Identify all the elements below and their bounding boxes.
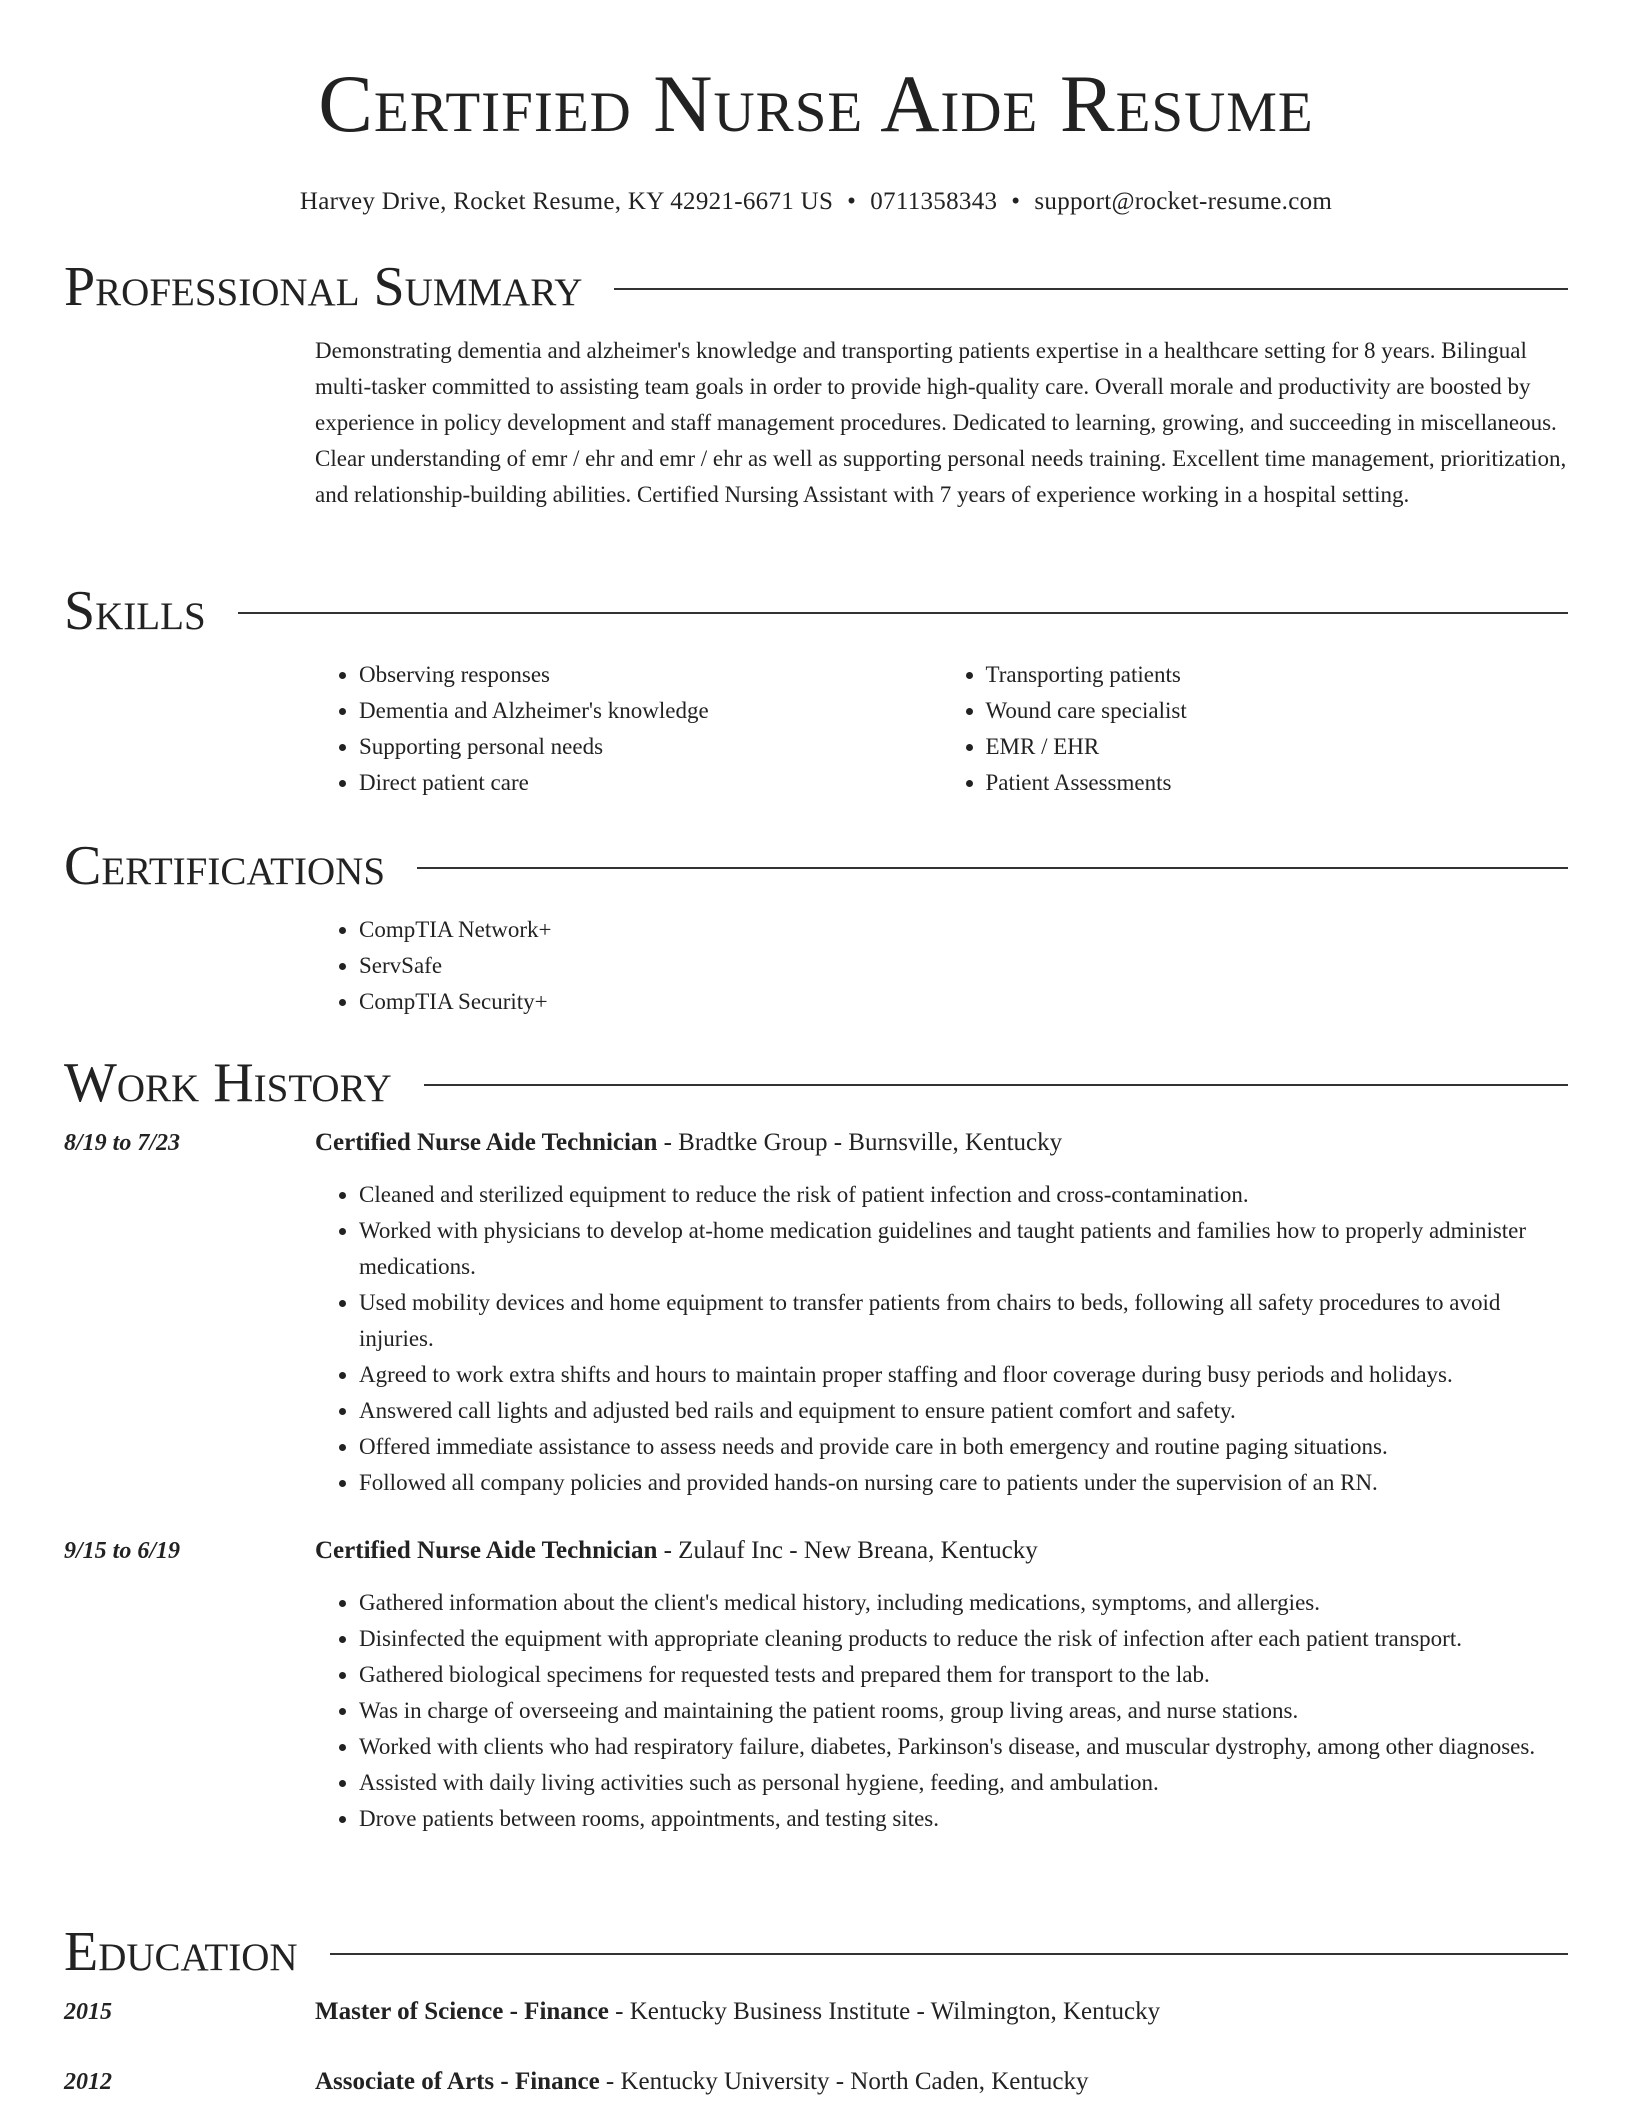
duty-item: • Gathered biological specimens for requested tests and prepared them for transport to the lab.	[359, 1657, 1568, 1693]
duty-item: • Agreed to work extra shifts and hours to maintain proper staffing and floor coverage during busy periods and holidays.	[359, 1357, 1568, 1393]
education-degree: Associate of Arts - Finance	[315, 2068, 600, 2095]
section-divider	[417, 867, 1568, 869]
section-divider	[614, 288, 1568, 290]
skill-item: • Observing responses	[359, 657, 942, 693]
section-divider	[330, 1953, 1568, 1955]
job-details: - Bradtke Group - Burnsville, Kentucky	[657, 1129, 1063, 1156]
duty-item: • Offered immediate assistance to assess needs and provide care in both emergency and routine paging situations.	[359, 1429, 1568, 1465]
job-duties	[315, 1585, 1568, 1837]
contact-address: Harvey Drive, Rocket Resume, KY 42921-6671 US	[299, 188, 834, 215]
job-heading	[315, 1533, 1568, 1569]
education-details: - Kentucky University - North Caden, Kentucky	[599, 2068, 1089, 2095]
certifications-section	[64, 836, 1568, 1020]
job-dates: 9/15 to 6/19	[64, 1538, 181, 1564]
duty-item: • Cleaned and sterilized equipment to reduce the risk of patient infection and cross-contamination.	[359, 1177, 1568, 1213]
section-divider	[238, 612, 1568, 614]
education-heading-line	[315, 1994, 1568, 2030]
education-entry	[64, 2064, 1568, 2100]
duty-item: • Used mobility devices and home equipment to transfer patients from chairs to beds, following all safety procedures to avoid injuries.	[359, 1285, 1568, 1357]
job-details: - Zulauf Inc - New Breana, Kentucky	[657, 1537, 1038, 1564]
certification-item: • CompTIA Network+	[359, 912, 1568, 948]
section-header	[64, 581, 1568, 641]
duty-item: • Answered call lights and adjusted bed rails and equipment to ensure patient comfort and safety.	[359, 1393, 1568, 1429]
job-role: Certified Nurse Aide Technician	[315, 1537, 658, 1564]
duty-item: • Worked with clients who had respiratory failure, diabetes, Parkinson's disease, and muscular dystrophy, among other diagnoses.	[359, 1729, 1568, 1765]
certifications-list	[315, 912, 1568, 1020]
section-header	[64, 257, 1568, 317]
duty-item: • Followed all company policies and provided hands-on nursing care to patients under the supervision of an RN.	[359, 1465, 1568, 1501]
contact-line	[64, 186, 1568, 218]
job-duties	[315, 1177, 1568, 1501]
duty-item: • Was in charge of overseeing and maintaining the patient rooms, group living areas, and nurse stations.	[359, 1693, 1568, 1729]
contact-separator: •	[1011, 188, 1021, 215]
education-heading-line	[315, 2064, 1568, 2100]
skills-heading: Skills	[64, 580, 206, 642]
duty-item: • Disinfected the equipment with appropriate cleaning products to reduce the risk of infection after each patient transport.	[359, 1621, 1568, 1657]
skill-item: • EMR / EHR	[986, 729, 1569, 765]
education-section	[64, 1922, 1568, 2100]
resume-page	[64, 0, 1568, 2095]
certifications-heading: Certifications	[64, 835, 386, 897]
job-role: Certified Nurse Aide Technician	[315, 1129, 658, 1156]
skill-item: • Dementia and Alzheimer's knowledge	[359, 693, 942, 729]
section-divider	[424, 1084, 1568, 1086]
skill-item: • Wound care specialist	[986, 693, 1569, 729]
contact-email: support@rocket-resume.com	[1034, 188, 1333, 215]
job-entry	[64, 1533, 1568, 1837]
section-header	[64, 1922, 1568, 1982]
education-entry	[64, 1994, 1568, 2030]
contact-separator: •	[847, 188, 857, 215]
section-header	[64, 1053, 1568, 1113]
duty-item: • Worked with physicians to develop at-home medication guidelines and taught patients and families how to properly administer medications.	[359, 1213, 1568, 1285]
work-history-section	[64, 1053, 1568, 1837]
summary-body	[315, 333, 1568, 513]
skills-list-left	[315, 657, 942, 801]
job-dates: 8/19 to 7/23	[64, 1130, 181, 1156]
resume-title: Certified Nurse Aide Resume	[318, 58, 1314, 149]
certification-item: • CompTIA Security+	[359, 984, 1568, 1020]
work-history-heading: Work History	[64, 1052, 392, 1114]
certifications-body	[315, 912, 1568, 1020]
skills-list-right	[942, 657, 1569, 801]
skills-grid	[315, 657, 1568, 801]
duty-item: • Drove patients between rooms, appointments, and testing sites.	[359, 1801, 1568, 1837]
education-details: - Kentucky Business Institute - Wilmington, Kentucky	[608, 1998, 1161, 2025]
summary-text: Demonstrating dementia and alzheimer's knowledge and transporting patients expertise in a healthcare setting for 8 years. Bilingual multi-tasker committed to assisting team goals in order to provide high-quality care. Overall morale and productivity are boosted by experience in policy development and staff management procedures. Dedicated to learning, growing, and succeeding in miscellaneous. Clear understanding of emr / ehr and emr / ehr as well as supporting personal needs training. Excellent time management, prioritization, and relationship-building abilities. Certified Nursing Assistant with 7 years of experience working in a hospital setting.	[315, 338, 1567, 507]
summary-section	[64, 257, 1568, 513]
education-degree: Master of Science - Finance	[315, 1998, 609, 2025]
education-year: 2015	[64, 1999, 112, 2025]
job-entry	[64, 1125, 1568, 1501]
section-header	[64, 836, 1568, 896]
skill-item: • Patient Assessments	[986, 765, 1569, 801]
job-heading	[315, 1125, 1568, 1161]
skill-item: • Transporting patients	[986, 657, 1569, 693]
summary-heading: Professional Summary	[64, 256, 583, 318]
duty-item: • Gathered information about the client's medical history, including medications, symptoms, and allergies.	[359, 1585, 1568, 1621]
skill-item: • Supporting personal needs	[359, 729, 942, 765]
certification-item: • ServSafe	[359, 948, 1568, 984]
skills-section	[64, 581, 1568, 801]
skill-item: • Direct patient care	[359, 765, 942, 801]
duty-item: • Assisted with daily living activities such as personal hygiene, feeding, and ambulation.	[359, 1765, 1568, 1801]
education-heading: Education	[64, 1921, 298, 1983]
contact-phone: 0711358343	[870, 188, 998, 215]
education-year: 2012	[64, 2069, 112, 2095]
